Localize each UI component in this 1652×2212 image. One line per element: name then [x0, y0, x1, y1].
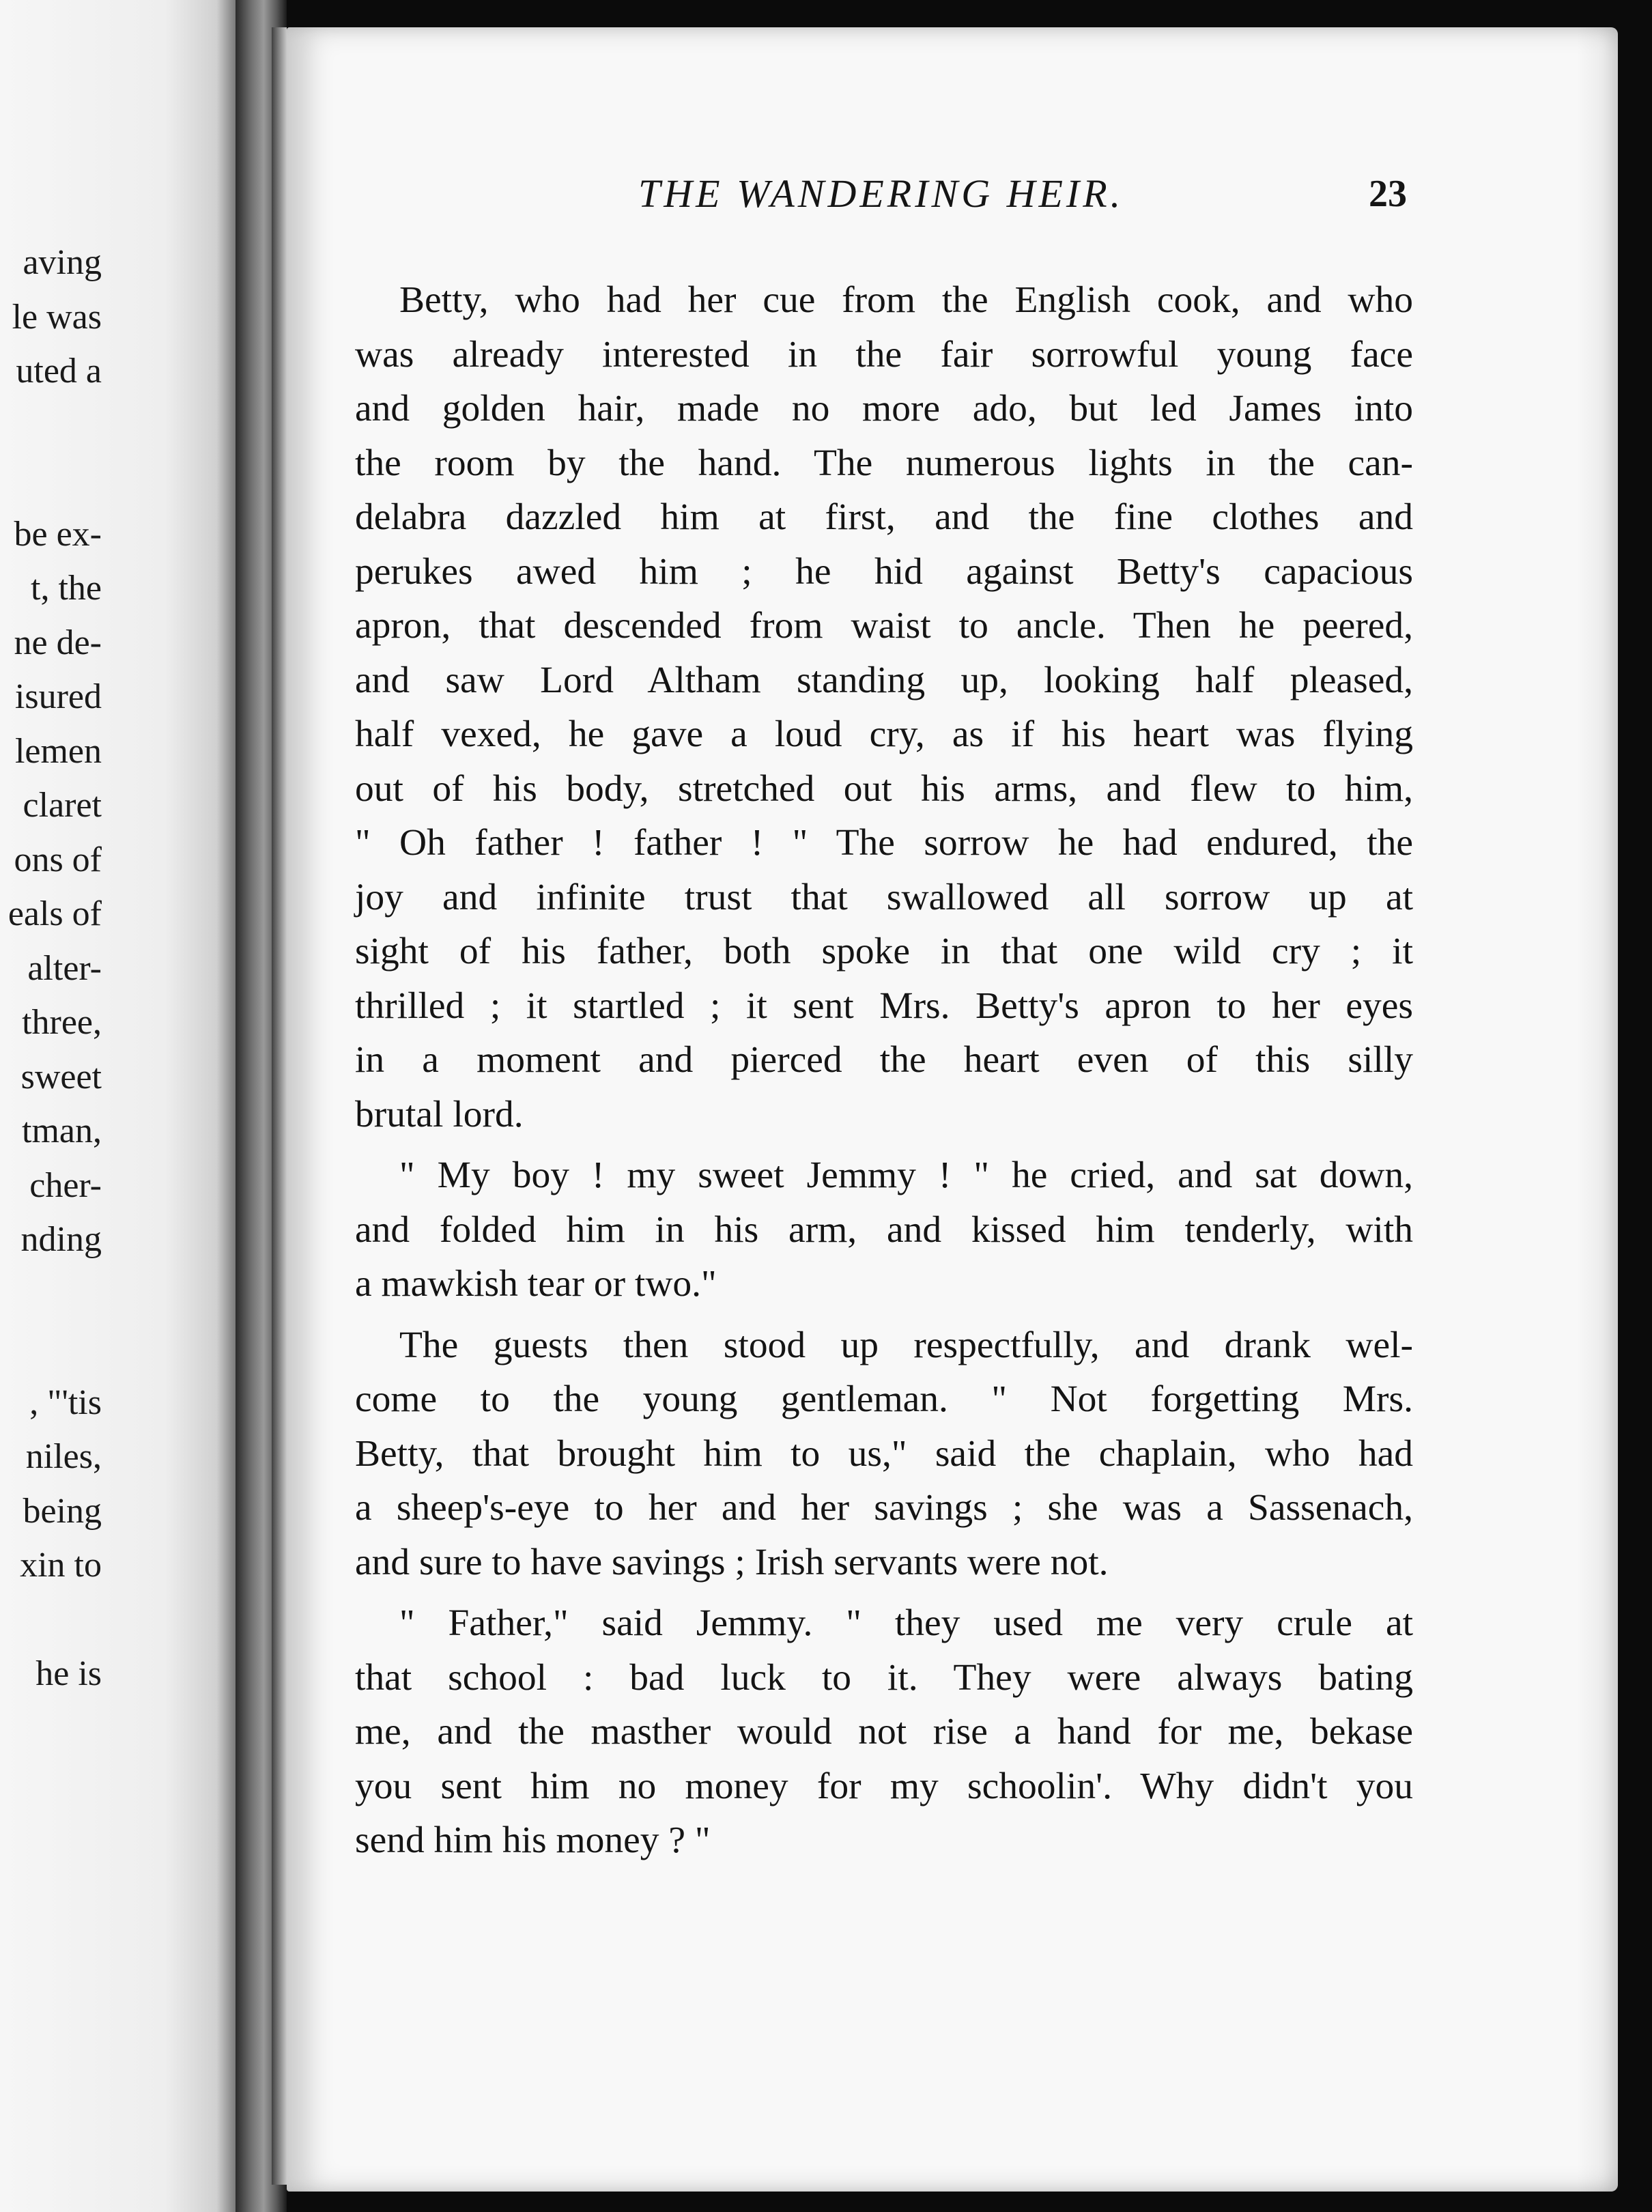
- facing-page-line: aving: [23, 243, 102, 282]
- facing-page-line: nding: [20, 1220, 102, 1259]
- text-line: and saw Lord Altham standing up, looking half pleased,: [355, 659, 1413, 701]
- facing-page-text-fragments: [0, 0, 236, 2212]
- text-line: and golden hair, made no more ado, but led James into: [355, 388, 1413, 429]
- paragraph: [355, 273, 1413, 1142]
- facing-page-line: uted a: [16, 352, 102, 391]
- facing-page-line: sweet: [20, 1057, 102, 1096]
- page-number: 23: [1369, 173, 1407, 215]
- text-line: brutal lord.: [355, 1093, 524, 1135]
- text-line: the room by the hand. The numerous lights in the can-: [355, 442, 1413, 484]
- text-line: " My boy ! my sweet Jemmy ! " he cried, and sat down,: [399, 1154, 1413, 1196]
- facing-page-line: he is: [35, 1654, 102, 1693]
- text-line: The guests then stood up respectfully, and drank wel-: [399, 1324, 1413, 1366]
- facing-page-line: niles,: [25, 1437, 102, 1476]
- facing-page-line: , "'tis: [29, 1382, 102, 1422]
- text-line: come to the young gentleman. " Not forgetting Mrs.: [355, 1378, 1413, 1420]
- facing-page-line: tman,: [22, 1111, 102, 1150]
- paragraph-gap: [355, 1589, 1413, 1596]
- facing-page-left: [0, 0, 236, 2212]
- text-line: me, and the masther would not rise a hand for me, bekase: [355, 1711, 1413, 1753]
- text-line: send him his money ? ": [355, 1819, 711, 1861]
- running-title: THE WANDERING HEIR.: [638, 171, 1124, 216]
- facing-page-line: being: [23, 1491, 102, 1531]
- page-edge: [272, 27, 287, 2185]
- text-line: that school : bad luck to it. They were always bating: [355, 1656, 1413, 1699]
- facing-page-line: isured: [14, 677, 102, 716]
- facing-page-line: be ex-: [14, 514, 102, 554]
- paragraph: [355, 1596, 1413, 1868]
- text-line: in a moment and pierced the heart even of this silly: [355, 1039, 1413, 1081]
- facing-page-line: t, the: [31, 569, 102, 608]
- text-line: Betty, who had her cue from the English cook, and who: [399, 279, 1413, 321]
- text-line: was already interested in the fair sorrowful young face: [355, 333, 1413, 375]
- facing-page-line: eals of: [8, 894, 102, 933]
- paragraph: [355, 1148, 1413, 1311]
- page-header: [287, 171, 1618, 225]
- facing-page-line: alter-: [27, 948, 102, 988]
- body-text: [355, 273, 1413, 1868]
- text-line: perukes awed him ; he hid against Betty's capacious: [355, 550, 1413, 593]
- text-line: a mawkish tear or two.": [355, 1263, 717, 1305]
- text-line: a sheep's-eye to her and her savings ; she was a Sassenach,: [355, 1487, 1413, 1529]
- text-line: delabra dazzled him at first, and the fine clothes and: [355, 496, 1413, 538]
- book-page: [287, 27, 1618, 2192]
- paragraph: [355, 1318, 1413, 1590]
- facing-page-line: xin to: [20, 1546, 102, 1585]
- paragraph-gap: [355, 1311, 1413, 1318]
- facing-page-line: le was: [12, 297, 102, 337]
- facing-page-line: three,: [22, 1003, 102, 1042]
- facing-page-line: lemen: [14, 731, 102, 771]
- facing-page-line: claret: [23, 786, 102, 825]
- text-line: sight of his father, both spoke in that one wild cry ; it: [355, 931, 1413, 972]
- facing-page-line: ne de-: [14, 623, 102, 662]
- text-line: out of his body, stretched out his arms, and flew to him,: [355, 767, 1413, 810]
- facing-page-line: cher-: [29, 1165, 102, 1205]
- text-line: half vexed, he gave a loud cry, as if his heart was flying: [355, 713, 1413, 755]
- text-line: " Father," said Jemmy. " they used me very crule at: [399, 1602, 1413, 1644]
- facing-page-line: ons of: [14, 840, 102, 879]
- text-line: apron, that descended from waist to ancle. Then he peered,: [355, 605, 1413, 647]
- text-line: " Oh father ! father ! " The sorrow he had endured, the: [355, 822, 1413, 864]
- text-line: you sent him no money for my schoolin'. Why didn't you: [355, 1765, 1413, 1807]
- text-line: Betty, that brought him to us," said the chaplain, who had: [355, 1432, 1413, 1475]
- page-shadow: [1577, 27, 1618, 2192]
- text-line: thrilled ; it startled ; it sent Mrs. Betty's apron to her eyes: [355, 984, 1413, 1027]
- text-line: and sure to have savings ; Irish servants were not.: [355, 1541, 1109, 1583]
- text-line: joy and infinite trust that swallowed all sorrow up at: [355, 876, 1413, 918]
- text-line: and folded him in his arm, and kissed him tenderly, with: [355, 1208, 1413, 1251]
- paragraph-gap: [355, 1142, 1413, 1148]
